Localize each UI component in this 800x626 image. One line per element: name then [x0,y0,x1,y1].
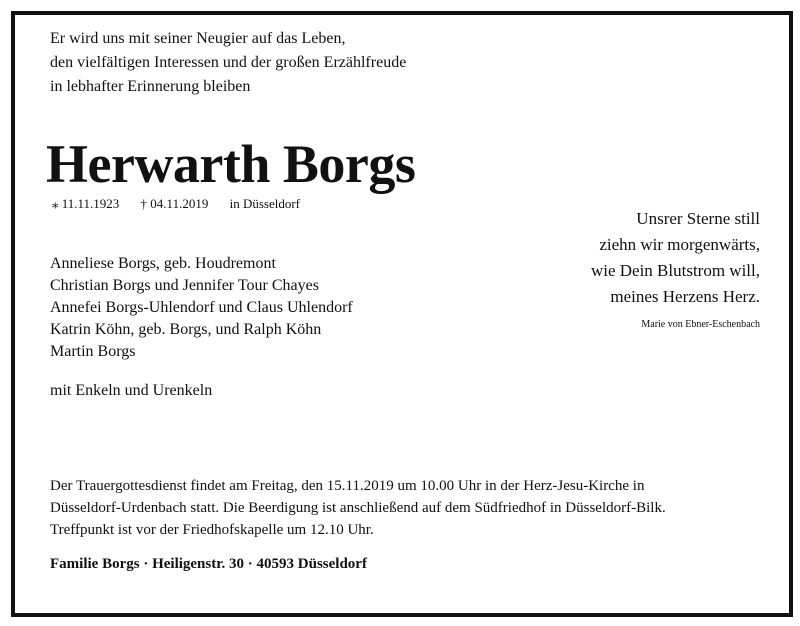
poem [591,206,760,332]
intro-text [50,27,406,99]
family-member: Christian Borgs und Jennifer Tour Chayes [50,277,319,294]
grandchildren-note: mit Enkeln und Urenkeln [50,382,213,399]
birth-date: ⁎ 11.11.1923 [52,196,120,211]
service-line: Düsseldorf-Urdenbach statt. Die Beerdigung ist anschließend auf dem Südfriedhof in Düsseldorf-Bilk. [50,500,666,516]
death-place: in Düsseldorf [229,196,300,211]
service-details [50,475,666,541]
family-member: Martin Borgs [50,343,136,360]
family-list [50,253,353,363]
service-line: Treffpunkt ist vor der Friedhofskapelle um 12.10 Uhr. [50,522,374,538]
intro-line: in lebhafter Erinnerung bleiben [50,78,251,95]
service-line: Der Trauergottesdienst findet am Freitag, den 15.11.2019 um 10.00 Uhr in der Herz-Jesu-Kirche in [50,478,645,494]
life-dates [52,196,318,212]
family-member: Katrin Köhn, geb. Borgs, und Ralph Köhn [50,321,322,338]
poem-line: wie Dein Blutstrom will, [590,261,760,280]
family-member: Anneliese Borgs, geb. Houdremont [50,255,276,272]
intro-line: den vielfältigen Interessen und der großen Erzählfreude [50,54,407,71]
family-address: Familie Borgs · Heiligenstr. 30 · 40593 Düsseldorf [50,556,367,572]
poem-author: Marie von Ebner-Eschenbach [641,319,760,330]
poem-line: meines Herzens Herz. [610,287,760,306]
poem-line: Unsrer Sterne still [636,209,760,228]
poem-line: ziehn wir morgenwärts, [599,235,760,254]
family-member: Annefei Borgs-Uhlendorf und Claus Uhlendorf [50,299,353,316]
death-date: † 04.11.2019 [140,196,209,211]
deceased-name: Herwarth Borgs [46,134,416,194]
intro-line: Er wird uns mit seiner Neugier auf das Leben, [50,30,346,47]
